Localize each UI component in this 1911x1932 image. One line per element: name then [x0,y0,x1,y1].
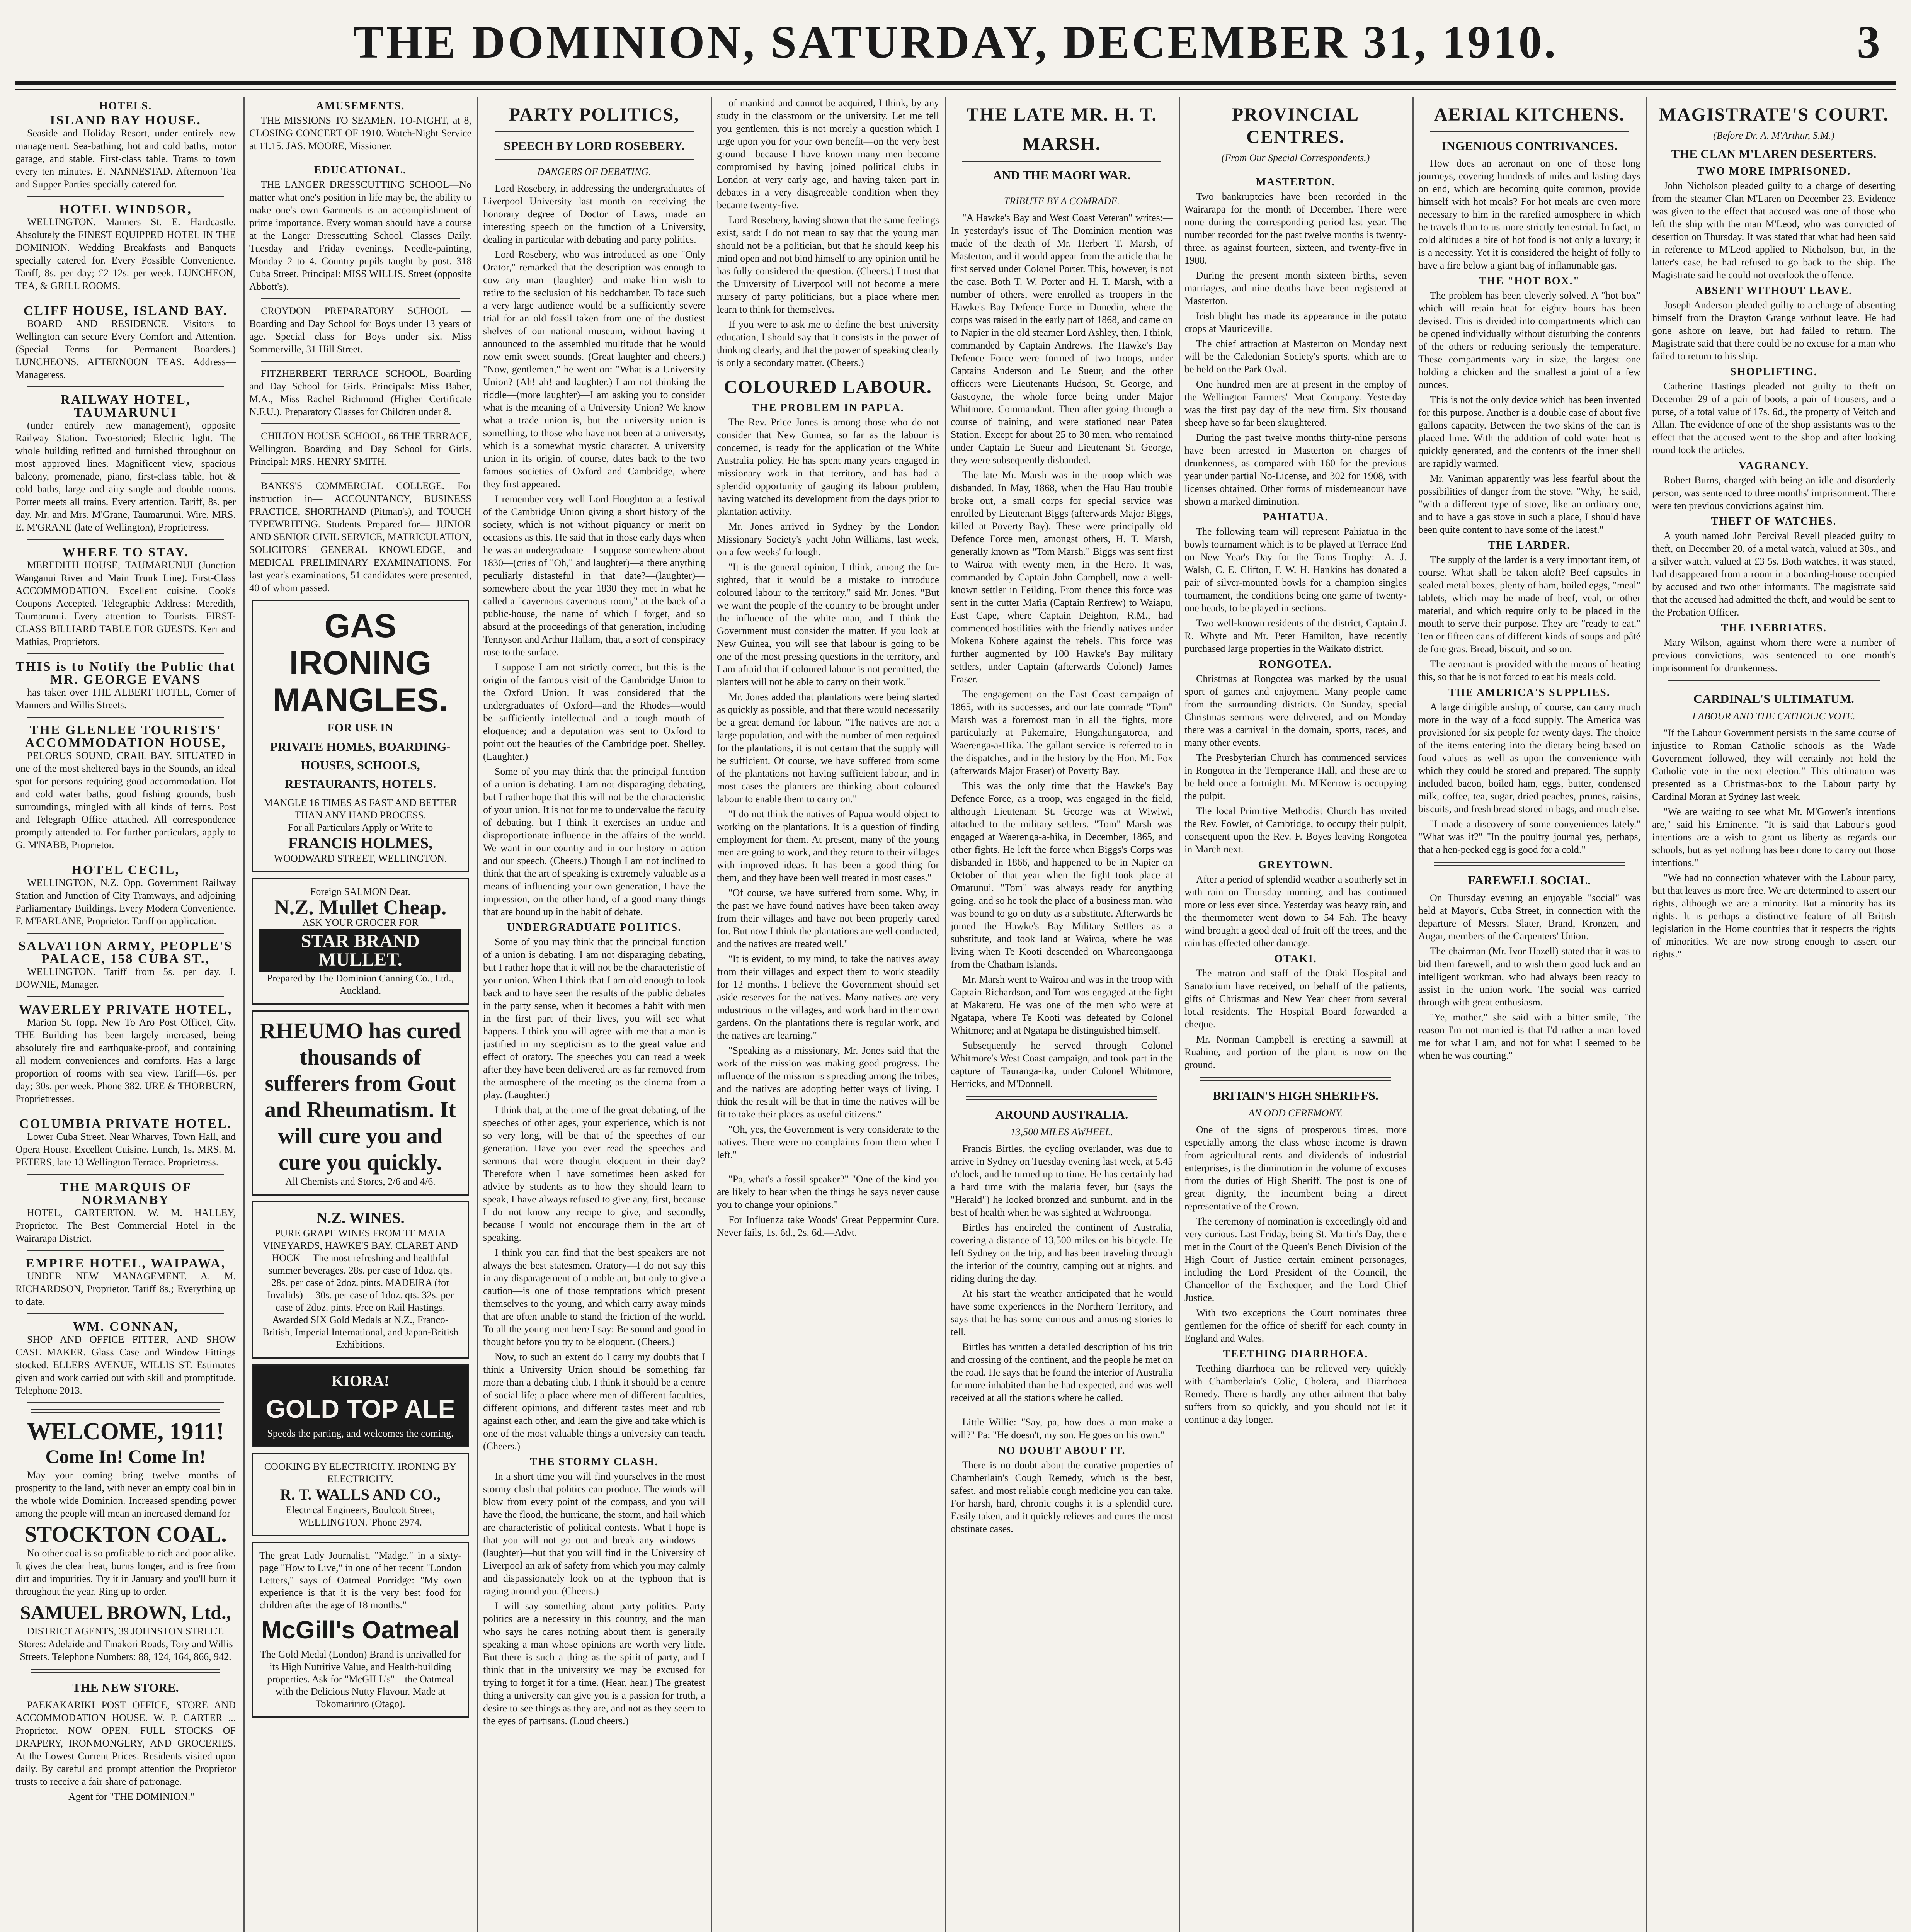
section-subheading: THE AMERICA'S SUPPLIES. [1448,687,1610,699]
column-divider [477,97,478,1932]
paragraph: One hundred men are at present in the employ of the Wellington Farmers' Meat Company. Yesterday was the first pay day of the new firm. Six thousand sheep have so far been slaughtered. [1184,379,1407,428]
gas-text: MANGLE 16 TIMES AS FAST AND BETTER THAN ANY HAND PROCESS. [264,797,457,821]
paragraph: "It is evident, to my mind, to take the natives away from their villages and expect them to work steadily for 12 months. I believe the Government should set aside reserves for the natives. Many natives are very industrious in the villages, and work hard in their own gardens. On the plantations there is regular work, and the natives are learning." [717,953,939,1041]
page-number: 3 [1857,16,1880,68]
gas-for: FOR USE IN [327,721,393,734]
hotel-name: WM. CONNAN, [73,1320,179,1334]
column-divider [1179,97,1180,1932]
paragraph: Lord Rosebery, having shown that the same feelings exist, said: I do not mean to say that the young man should not be a politician, but that he should keep his mind open and not bind himself to any opinion until he has fully considered the question. (Cheers.) I trust that the University of Liverpool will not become a mere nursery of party politicians, but a place where men learn to think for themselves. [717,214,939,315]
divider [495,159,694,160]
sheriffs-body [1184,1123,1407,1345]
section-subheading: THE PROBLEM IN PAPUA. [752,402,904,414]
divider [27,996,224,997]
paragraph: "A Hawke's Bay and West Coast Veteran" writes:—In yesterday's issue of The Dominion mention was made of the death of Mr. Herbert T. Marsh, of Masterton, and it would appear from the article that he first served under Colonel Porter. This, however, is not the case. Both T. W. Porter and H. T. Marsh, with a number of others, were enrolled as troopers in the Hawke's Bay Defence Force in Dunedin, where the corps was raised in the early part of 1868, and came on to Napier in the old steamer Lord Ashley, then, I think, commanded by Captain Andrews. The Hawke's Bay Defence Force were formed of two troops, under Captains Anderson and Le Sueur, and the other officers were Lieutenants Hudson, St. George, and Gascoyne, the whole force being under Major Whitmore. Commandant. Then after going through a course of training, and were stationed near Patea Station. Except for about 25 to 30 men, who remained under Captain Le Sueur and Lieutenant St. George, they were subsequently disbanded. [951,212,1173,466]
nodoubt-heading: NO DOUBT ABOUT IT. [998,1445,1126,1457]
paragraph: Robert Burns, charged with being an idle and disorderly person, was sentenced to three months' imprisonment. There were ten previous convictions against him. [1652,474,1896,511]
paragraph: I remember very well Lord Houghton at a festival of the Cambridge Union giving a short history of the society, which is not without piquancy or merit on occasions as this. He said that in those early days when he was an undergraduate—I suppose somewhere about 1830—(cries of "Oh," and laughter)—a there anything peculiarly distasteful in that date?—(laughter)—somewhere about the year 1830 they met in what he called a "cavernous cavernous room," at the back of a public-house, the name of which I forget, and so absurd at the proceedings of that generation, including Tennyson and Arthur Hallam, that, a sort of conspiracy rose to the surface. [483,493,705,658]
rongotea-heading: RONGOTEA. [1259,658,1332,670]
paragraph: The chief attraction at Masterton on Monday next will be the Caledonian Society's sports, which are to be held on the Park Oval. [1184,338,1407,375]
paragraph: Lord Rosebery, in addressing the undergraduates of Liverpool University last month on receiving the honorary degree of Doctor of Laws, made an interesting speech on the function of a University, dealing in particular with debating and party politics. [483,183,705,245]
hotel-listing [15,1117,236,1175]
greytown-heading: GREYTOWN. [1258,859,1333,871]
divider [27,1174,224,1175]
cardinal-body [1652,726,1896,961]
paragraph: Mr. Jones arrived in Sydney by the London Missionary Society's yacht John Williams, last week, on a few weeks' furlough. [717,521,939,558]
educational-heading: EDUCATIONAL. [314,164,407,176]
croydon-text: CROYDON PREPARATORY SCHOOL — Boarding and Day School for Boys under 13 years of age. Special class for Boys under six. Miss Sommerville, 31 Hill Street. [249,305,471,355]
paragraph: The matron and staff of the Otaki Hospital and Sanatorium have received, on behalf of the patients, gifts of Christmas and New Year cheer from several local residents. The Hospital Board forwarded a cheque. [1184,968,1407,1030]
electric-text: COOKING BY ELECTRICITY. IRONING BY ELECTRICITY. [264,1461,457,1485]
langer-text: THE LANGER DRESSCUTTING SCHOOL—No matter what one's position in life may be, the ability to make one's own Garments is an accomplishment of prime importance. Every woman should have a course at the Langer Dresscutting School. Classes Daily. Tuesday and Friday evenings. Needle-painting, Monday 2 to 4. Country pupils taught by post. 318 Cuba Street. Principal: MISS WILLIS. Street (opposite Abbott's). [249,179,471,292]
new-store-heading: THE NEW STORE. [72,1680,179,1694]
fitzherbert-text: FITZHERBERT TERRACE SCHOOL, Boarding and Day School for Girls. Principals: Miss Baber, M.A., Miss Rachel Richmond (Higher Certificate N.F.U.). Preparatory Classes for Children under 8. [249,368,471,417]
cardinal-sub: LABOUR AND THE CATHOLIC VOTE. [1692,711,1855,722]
agent-text: Agent for "THE DOMINION." [68,1791,194,1802]
paragraph: "Speaking as a missionary, Mr. Jones said that the work of the mission was making good progress. The influence of the mission is spreading among the tribes, and the natives are adopting better ways of living. I think the result will be that in time the natives will be fit to take their places as useful citizens." [717,1045,939,1120]
paragraph: Two well-known residents of the district, Captain J. R. Whyte and Mr. Peter Hamilton, have recently purchased large properties in the Waikato district. [1184,617,1407,654]
column-aerial-kitchens [1418,97,1640,1932]
kiora-ad [252,1364,469,1447]
amusements-heading: AMUSEMENTS. [316,100,405,112]
article-subheading: INGENIOUS CONTRIVANCES. [1441,139,1617,153]
hotel-text: SHOP AND OFFICE FITTER, AND SHOW CASE MAKER. Glass Case and Window Fittings stocked. ELLERS AVENUE, WILLIS ST. Estimates given and work carried out with skill and promptitude. Telephone 2013. [15,1334,236,1396]
mcgill-text: The great Lady Journalist, "Madge," in a sixty-page "How to Live," in one of her recent "London Letters," says of Oatmeal Porridge: "My own experience is that it is the very best food for children after the age of 18 months." [259,1550,461,1611]
paragraph: Subsequently he served through Colonel Whitmore's West Coast campaign, and took part in the capture of Tauranga-ika, under Colonel Whitmore, Herricks, and M'Donnell. [951,1040,1173,1089]
nz-wines-title: N.Z. WINES. [316,1209,405,1226]
farewell-heading: FAREWELL SOCIAL. [1468,873,1591,887]
hotel-text: HOTEL, CARTERTON. W. M. HALLEY, Proprietor. The Best Commercial Hotel in the Wairarapa District. [15,1207,236,1244]
mullet-cheap: N.Z. Mullet Cheap. [274,896,447,919]
divider [261,361,460,362]
kiora-title: KIORA! [332,1372,389,1389]
paragraph: I think you can find that the best speakers are not always the best statesmen. Oratory—I do not say this in any disparagement of a noble art, but only to give a caution—is one of those temptations which present themselves to the young, and which carry away minds that are often unable to stand the friction of the world. To all the young men here I say: Be sound and good in thought before you try to be eloquent. (Cheers.) [483,1247,705,1347]
hotel-name: THE MARQUIS OF NORMANBY [59,1180,192,1207]
nodoubt-text: There is no doubt about the curative properties of Chamberlain's Cough Remedy, which is the best, safest, and most reliable cough medicine you can take. For harsh, hard, chronic coughs it is a splendid cure. Easily taken, and it quickly relieves and cures the most obstinate cases. [951,1459,1173,1534]
hotel-listing [15,864,236,934]
hotel-name: CLIFF HOUSE, ISLAND BAY. [23,304,228,318]
article-subheading: AND THE MAORI WAR. [993,168,1131,182]
mcgill-ad [252,1542,469,1718]
hotel-text: BOARD AND RESIDENCE. Visitors to Wellington can secure Every Comfort and Attention. (Special Terms for Permanent Boarders.) LUNCHEONS. AFTERNOON TEAS. Address—Manageress. [15,318,236,380]
masterton-body [1184,190,1407,508]
columns [15,97,1896,1932]
article-body [1418,157,1640,856]
hotel-name: SALVATION ARMY, PEOPLE'S PALACE, 158 CUBA ST., [18,939,233,966]
article-heading-2: MARSH. [1023,134,1101,154]
fossil-joke: "Pa, what's a fossil speaker?" "One of the kind you are likely to hear when the things he says never cause you to change your opinions." [717,1173,939,1210]
hotel-text: (under entirely new management), opposite Railway Station. Two-storied; Electric light. The whole building refitted and furnished throughout on most approved lines. Magnificent view, spacious balcony, promenade, piano, first-class table, hot & cold baths, large and airy single and double rooms. Porter meets all trains. Every attention. Tariff, 8s. per day. Mr. and Mrs. M'Grane, Taumarunui. Wire, MRS. E. M'GRANE (late of Wellington), Proprietress. [15,420,236,533]
hotel-name: THE GLENLEE TOURISTS' ACCOMMODATION HOUSE, [25,723,226,750]
teething-heading: TEETHING DIARRHOEA. [1223,1348,1368,1360]
section-subheading: THE INEBRIATES. [1721,622,1827,634]
rt-text: Electrical Engineers, Boulcott Street, WELLINGTON. 'Phone 2974. [286,1504,435,1528]
article-kicker: TRIBUTE BY A COMRADE. [1004,196,1120,207]
paragraph: "Oh, yes, the Government is very considerate to the natives. There were no complaints from them when I left." [717,1124,939,1160]
section-subheading: THE "HOT BOX." [1479,275,1580,287]
otaki-body [1184,967,1407,1071]
divider [1434,862,1625,866]
divider [27,653,224,654]
farewell-body [1418,891,1640,1062]
column-divider [243,97,245,1932]
mcgill-title: McGill's Oatmeal [261,1616,460,1644]
hotel-listing [15,1257,236,1314]
mangles-title: MANGLES. [272,682,448,719]
paragraph: How does an aeronaut on one of those long journeys, covering hundreds of miles and lasting days on end, which are becoming quite common, provide himself with hot meals? For hot meals are even more necessary to him in the rarefied atmosphere in which he travels than to us more strictly terrestrial. In fact, in cold altitudes a bite of hot food is not only a luxury; it is a necessity. Yet it is considered the height of folly to have a fire below a giant bag of inflammable gas. [1418,158,1640,271]
hotel-text: PELORUS SOUND, CRAIL BAY. SITUATED in one of the most sheltered bays in the Sounds, an ideal spot for persons requiring good accommodation. Hot and cold water baths, good fishing grounds, bush surroundings, mingled with all kinds of ferns. Post and Telegraph Office attached. All correspondence promptly attended to. For further particulars, apply to G. M'NABB, Proprietor. [15,750,236,850]
paragraph: During the past twelve months thirty-nine persons have been arrested in Masterton on charges of drunkenness, as compared with 160 for the previous year under partial No-License, and 302 for 1908, with licenses obtained. Other forms of misdemeanour have shown a marked diminution. [1184,432,1407,507]
hotels-heading: HOTELS. [99,100,152,112]
pahiatua-body [1184,525,1407,655]
paragraph: I think that, at the time of the great debating, of the speeches of other ages, your experience, which is not so very long, will be that of the speeches of our generation. Have you ever read the speeches and sermons that were thought eloquent in their day? Therefore when I have sometimes been asked for advice by students as to how they should learn to speak, I have always refused to give any, first, because I do not know any recipe to give, and secondly, because I would not encourage them in the art of speaking. [483,1104,705,1243]
welcome-text: May your coming bring twelve months of prosperity to the land, with never an empty coal bin in the whole wide Dominion. Increased spending power among the people will mean an increased demand for [15,1469,236,1519]
hotel-name: HOTEL WINDSOR, [59,202,192,216]
paragraph: A youth named John Percival Revell pleaded guilty to theft, on December 20, of a metal watch, valued at 30s., and a silver watch, valued at £3 5s. Both watches, it was stated, had disappeared from a room in a boarding-house occupied by accused and two other informants. The magistrate said that the accused had admitted the theft, and would be sent to the Probation Officer. [1652,530,1896,618]
paragraph: I will say something about party politics. Party politics are a necessity in this country, and the man who says he cares nothing about them is generally speaking a man whose opinions are worth very little. But there is such a thing as the spirit of party, and I think that in the university we may be excused for trying to forget it for a time. (Hear, hear.) The greatest thing a university can give you is a passion for truth, a desire to see things as they are, and not as they seem to the eyes of partisans. (Loud cheers.) [483,1600,705,1726]
paragraph: John Nicholson pleaded guilty to a charge of deserting from the steamer Clan M'Laren on December 23. Evidence was given to the effect that accused was one of those who left the ship with the man M'Leod, who was convicted of desertion on Thursday. It was stated that what had been said in reference to M'Leod applied to Nicholson, but, in the latter's case, he had refused to go back to the ship. The Magistrate said he could not overlook the offence. [1652,180,1896,281]
article-heading: AERIAL KITCHENS. [1434,104,1625,125]
paragraph: Mary Wilson, against whom there were a number of previous convictions, was sentenced to one month's imprisonment for drunkenness. [1652,637,1896,673]
divider [27,1250,224,1251]
australia-sub: 13,500 MILES AWHEEL. [1010,1126,1113,1138]
paragraph: The Rev. Price Jones is among those who do not consider that New Guinea, so far as the labour is concerned, is ready for the application of the White Australia policy. He has spent many years engaged in missionary work in that territory, and has had a splendid opportunity of gauging its labour problem, having watched its development from the days prior to plantation activity. [717,417,939,517]
ironing-title: IRONING [289,645,432,682]
hotel-name: COLUMBIA PRIVATE HOTEL. [19,1117,232,1131]
hotel-listing [15,546,236,654]
paragraph: One of the signs of prosperous times, more especially among the class whose income is drawn from agricultural rents and dividends of industrial enterprises, is the diminution in the volume of excuses from the duties of High Sheriff. The post is one of great dignity, the incumbent being a direct representative of the Crown. [1184,1124,1407,1212]
newspaper-title: THE DOMINION, SATURDAY, DECEMBER 31, 1910. [353,16,1558,68]
hotel-listing [15,114,236,197]
paragraph: of mankind and cannot be acquired, I think, by any study in the classroom or the university. Let me tell you gentlemen, this is not merely a question which I urge upon you for your own benefit—on the very best ground—because I have known many men become compromised by having joined political clubs in London at very early age, and having taken part in debates in a very disagreeable condition when they became twenty-five. [717,97,939,211]
masterton-heading: MASTERTON. [1256,176,1336,188]
hotel-list [15,114,236,1403]
paragraph: The problem has been cleverly solved. A "hot box" which will retain heat for eighty hours has been devised. This is divided into compartments which can be opened individually without disturbing the contents of the others or reducing seriously the temperature. These compartments vary in size, the largest one holding a chicken and the smallest a joint of a few ounces. [1418,290,1640,390]
paragraph: This was the only time that the Hawke's Bay Defence Force, as a troop, was engaged in the field, although Lieutenant St. George was at Wiwiwi, attached to the military settlers. "Tom" Marsh was engaged at Waerenga-a-hika, in December, 1865, and other fights. He left the force when Biggs's Corps was disbanded in 1866, and happened to be in Napier on October of that year when the fight took place at Omarunui. "Tom" was always ready for anything going, and so he took the place of a business man, who was bound to go on duty as a substitute. Afterwards he joined the Hawke's Bay Military Settlers as a substitute, and took land at Wairoa, where he was living when Te Kooti descended on Whareongaonga from the Chatham Islands. [951,780,1173,970]
nz-wines-ad [252,1201,469,1359]
article-body [1652,165,1896,674]
rongotea-body [1184,672,1407,855]
paragraph: At his start the weather anticipated that he would have some experiences in the Northern Territory, and says that he has some curious and amusing stories to tell. [951,1288,1173,1337]
divider [31,1669,220,1673]
section-subheading: THE LARDER. [1488,539,1571,551]
section-subheading: THEFT OF WATCHES. [1711,515,1837,527]
article-kicker: (Before Dr. A. M'Arthur, S.M.) [1713,130,1834,141]
hotel-listing [15,1003,236,1111]
paragraph: The chairman (Mr. Ivor Hazell) stated that it was to bid them farewell, and to wish them good luck and an intelligent workman, who had always been ready to assist in the union work. The social was carried through with great enthusiasm. [1418,946,1640,1008]
section-subheading: VAGRANCY. [1738,460,1809,472]
gas-list: PRIVATE HOMES, BOARDING-HOUSES, SCHOOLS, RESTAURANTS, HOTELS. [270,740,451,791]
greytown-body [1184,873,1407,949]
paragraph: "I made a discovery of some conveniences lately." "What was it?" "In the poultry journal yes, perhaps, that a hen-pecked egg is good for a cold." [1418,818,1640,855]
column-divider [945,97,946,1932]
section-subheading: COLOURED LABOUR. [724,377,932,397]
divider [27,1402,224,1403]
star-mullet: STAR BRAND MULLET. [259,929,461,972]
divider [962,161,1161,162]
chilton-text: CHILTON HOUSE SCHOOL, 66 THE TERRACE, Wellington. Boarding and Day School for Girls. Principal: MRS. HENRY SMITH. [249,430,471,467]
cardinal-heading: CARDINAL'S ULTIMATUM. [1693,692,1855,706]
paragraph: "We had no connection whatever with the Labour party, but that leaves us more free. We are determined to assert our rights, although we are a minority. But a minority has its rights. It is perhaps a distinctive feature of all British legislation in the Home countries that it respects the rights of minorities. We are now strong enough to assert our rights." [1652,872,1896,960]
section-subheading: THE STORMY CLASH. [530,1456,659,1468]
article-heading: PARTY POLITICS, [509,104,680,125]
hotel-listing [15,1181,236,1251]
hotel-text: has taken over THE ALBERT HOTEL, Corner of Manners and Willis Streets. [15,687,236,711]
sheriffs-heading: BRITAIN'S HIGH SHERIFFS. [1213,1088,1378,1102]
gas-title: GAS [324,607,396,645]
paragraph: On Thursday evening an enjoyable "social" was held at Mayor's, Cuba Street, in connection with the departure of Messrs. Slater, Brand, Kronzen, and Augar, members of the Carpenters' Union. [1418,892,1640,942]
paragraph: A large dirigible airship, of course, can carry much more in the way of a food supply. The America was provisioned for six people for twenty days. The choice of the items entering into the dietary being based on food values as well as upon the convenience with which they could be stored and prepared. The supply included bacon, boiled ham, eggs, butter, condensed milk, coffee, tea, sugar, dried peaches, prunes, raisins, biscuits, and fresh bread stored in bags, and much else. [1418,701,1640,815]
missions-text: THE MISSIONS TO SEAMEN. TO-NIGHT, at 8, CLOSING CONCERT OF 1910. Watch-Night Service at 11.15. JAS. MOORE, Missioner. [249,115,471,151]
paragraph: This is not the only device which has been invented for this purpose. Another is a double case of about five gallons capacity. Between the two skins of the can is placed lime. With the addition of cold water heat is quickly generated, and the contents of the inner shell are rapidly warmed. [1418,394,1640,469]
article-subheading: THE CLAN M'LAREN DESERTERS. [1671,147,1877,161]
article-kicker: (From Our Special Correspondents.) [1221,152,1370,163]
paragraph: Francis Birtles, the cycling overlander, was due to arrive in Sydney on Tuesday evening last week, at 5.45 o'clock, and he turned up to time. He has certainly had a hard time with the malaria fever, but (says the "Herald") he looked bronzed and sunburnt, and in the best of health when he was sighted at Wahroonga. [951,1143,1173,1218]
rheumo-sub: All Chemists and Stores, 2/6 and 4/6. [285,1176,436,1187]
article-heading: THE LATE MR. H. T. [966,104,1157,125]
divider [27,539,224,540]
divider [261,298,460,299]
hotel-listing [15,660,236,718]
divider [261,423,460,424]
hotel-text: MEREDITH HOUSE, TAUMARUNUI (Junction Wanganui River and Main Trunk Line). First-Class ACCOMMODATION. Excellent cuisine. Cook's Coupons Accepted. Telegraphic Address: Meredith, Taumarunui. Every attention to Tourists. FIRST-CLASS BILLIARD TABLE FOR GUESTS. Kerr and Mathias, Proprietors. [15,560,236,647]
article-heading: MAGISTRATE'S COURT. [1659,104,1889,125]
article-body [717,97,939,1161]
column-magistrate [1652,97,1896,1932]
welcome-sub: Come In! Come In! [45,1446,206,1467]
francis-holmes: FRANCIS HOLMES, [288,834,433,852]
hotel-name: HOTEL CECIL, [71,863,180,877]
paragraph: Irish blight has made its appearance in the potato crops at Mauriceville. [1184,310,1407,334]
hotel-listing [15,304,236,387]
paragraph: "We are waiting to see what Mr. M'Gowen's intentions are," said his Eminence. "It is said that Labour's good intentions are a wish to grant us liberty as regards our schools, but as yet nothing has been done to carry out those intentions." [1652,806,1896,868]
paragraph: "If the Labour Government persists in the same course of injustice to Roman Catholic schools as the Wade Government followed, they will certainly not hold the Catholic vote in the next election." This ultimatum was presented as a Christmas-box to the Labour party by Cardinal Moran at Sydney last week. [1652,727,1896,802]
divider [27,933,224,934]
hotel-listing [15,1320,236,1403]
column-hotels [15,97,236,1932]
column-marsh [951,97,1173,1932]
divider [1668,680,1880,684]
paragraph: Some of you may think that the principal function of a union is debating. I am not disparaging debating, but I rather hope that it will not be the characteristic of your union. When I think that I am old enough to look back and to have seen the results of the public debates in the party sense, when it becomes a habit with men in the first part of their lives, you will see what happens. I think you will agree with me that a man is justified in my scepticism as to the great value and effect of oratory. The speeches you can read a week after they have been delivered are as far removed from the atmosphere of the meeting as the cinema from a play. (Laughter.) [483,936,705,1100]
column-party-politics [483,97,705,1932]
hotel-text: Seaside and Holiday Resort, under entirely new management. Sea-bathing, hot and cold baths, motor garage, and stable. First-class table. Trams to town every ten minutes. E. NANNESTAD. Afternoon Tea and Supper Parties specially catered for. [15,128,236,190]
section-subheading: SHOPLIFTING. [1730,366,1817,378]
column-ads [249,97,471,1932]
paragraph: After a period of splendid weather a southerly set in with rain on Thursday morning, and has continued more or less ever since. Yesterday was heavy rain, and the thermometer went down to 54 Fah. The heavy wind brought a good deal of fruit off the trees, and the rain has effected other damage. [1184,874,1407,949]
paragraph: "Of course, we have suffered from some. Why, in the past we have found natives have been taken away from their villages and have not been properly cared for. But now I think the plantations are well conducted, and the natives are treated well." [717,887,939,949]
divider [1430,131,1629,132]
banks-text: BANKS'S COMMERCIAL COLLEGE. For instruction in— ACCOUNTANCY, BUSINESS PRACTICE, SHORTHAND (Pitman's), and TOUCH TYPEWRITING. Students Prepared for— JUNIOR AND SENIOR CIVIL SERVICE, MATRICULATION, SOLICITORS' GENERAL KNOWLEDGE, and MEDICAL PRELIMINARY EXAMINATIONS. For last year's examinations, 51 candidates were presented, 40 of whom passed. [249,480,471,594]
paragraph: Birtles has encircled the continent of Australia, covering a distance of 13,500 miles on his bicycle. He left Sydney on the trip, and has been traveling through the interior of the country, camping out at nights, and riding during the day. [951,1222,1173,1284]
welcome-title: WELCOME, 1911! [27,1418,224,1445]
paragraph: Some of you may think that the principal function of a union is debating. I am not disparaging debating, but I rather hope that this will not be the characteristic of your union. It is not for me to undervalue the faculty of debating, but I think it exercises an undue and disproportionate influence in the affairs of the world. We want in our country and in our history in action and our speech. (Cheers.) Though I am not inclined to think that the art of speaking is extremely valuable as a means of influencing your own generation, I have the impression, on the other hand, of a good many things that are bound up in the habit of debate. [483,766,705,917]
section-subheading: UNDERGRADUATE POLITICS. [507,922,682,934]
paragraph: The engagement on the East Coast campaign of 1865, with its successes, and our late comrade "Tom" Marsh was a foremost man in all the fights, more particularly at Pukemaire, Hungahungatoroa, and Waerenga-a-Hika. The gallant service is referred to in the dispatches, and in the history by the Hon. Mr. Fox (afterwards Major Fraser) of Poverty Bay. [951,689,1173,776]
paragraph: The supply of the larder is a very important item, of course. What shall be taken aloft? Beef capsules in sealed metal boxes, plenty of ham, boiled eggs, "meal" tablets, which may be made of beef, veal, or other material, and which require only to be placed in the mouth to serve their purpose. They are "ready to eat." Ten or fifteen cans of different kinds of soups and pâté de foie gras. Bread, biscuit, and so on. [1418,554,1640,655]
kiora-text: Speeds the parting, and welcomes the coming. [267,1428,454,1439]
hotel-text: WELLINGTON, N.Z. Opp. Government Railway Station and Junction of City Tramways, and adjoining Parliamentary Buildings. Every Modern Convenience. F. M'FARLANE, Proprietor. Tariff on application. [15,877,236,927]
paragraph: With two exceptions the Court nominates three gentlemen for the office of sheriff for each county in England and Wales. [1184,1307,1407,1344]
willie-joke: Little Willie: "Say, pa, how does a man make a will?" Pa: "He doesn't, my son. He goes on his own." [951,1417,1173,1440]
hotel-text: WELLINGTON. Tariff from 5s. per day. J. DOWNIE, Manager. [15,966,236,990]
mcgill-sub: The Gold Medal (London) Brand is unrivalled for its High Nutritive Value, and Health-building properties. Ask for "McGILL's"—the Oatmeal with the Delicious Nutty Flavour. Made at Tokomaririro (Otago). [260,1649,461,1709]
sheriffs-sub: AN ODD CEREMONY. [1248,1107,1343,1119]
stockton-text: No other coal is so profitable to rich and poor alike. It gives the clear heat, burns longer, and is free from dirt and impurities. Try it in January and you'll burn it throughout the year. Ring up to order. [15,1548,236,1597]
article-heading: PROVINCIAL CENTRES. [1232,104,1360,147]
column-provincial [1184,97,1407,1932]
paragraph: In a short time you will find yourselves in the most stormy clash that politics can produce. The winds will blow from every point of the compass, and you will have the flood, the hurricane, the storm, and hail which are characteristic of political contests. What I hope is that you will not go out and break any windows—(laughter)—but that you will find in the University of Liverpool an ark of safety from which you may calmly and dispassionately look on at the typhoon that is raging around you. (Cheers.) [483,1471,705,1597]
rt-walls: R. T. WALLS AND CO., [280,1486,441,1503]
hotel-text: Marion St. (opp. New To Aro Post Office), City. THE Building has been largely increased, being absolutely fire and earthquake-proof, and containing all modern conveniences and comforts. Has a large proportion of rooms with sea view. Tariff—6s. per day; 30s. per week. Phone 382. URE & THORBURN, Proprietresses. [15,1017,236,1104]
hotel-name: ISLAND BAY HOUSE. [50,113,201,128]
hotel-name: THIS is to Notify the Public that MR. GEORGE EVANS [15,660,236,687]
paragraph: During the present month sixteen births, seven marriages, and nine deaths have been registered at Masterton. [1184,270,1407,306]
canning-co: Prepared by The Dominion Canning Co., Ltd., Auckland. [267,973,454,996]
column-divider [1646,97,1647,1932]
hotel-listing [15,203,236,298]
pahiatua-heading: PAHIATUA. [1263,511,1329,523]
paragraph: The late Mr. Marsh was in the troop which was disbanded. In May, 1868, when the Hau Hau trouble broke out, a small corps for special service was enrolled by Lieutenant Biggs (afterwards Major Biggs, killed at Poverty Bay). These were principally old Defence Force men, amongst others, H. T. Marsh, generally known as "Tom Marsh." Biggs was sent first to Wairoa with twenty men, in the Hero. It was, commanded by Captain John Campbell, now a well-known settler in Feilding. From thence this force was sent in the cutter Mafia (Captain Renfrew) to Waiapu, East Cape, where Captain Deighton, R.M., had commenced hostilities with the friendly natives under Mokena Kohere against the rebels. This force was further augmented by 100 Hawke's Bay military settlers, under Captain (afterwards Colonel) James Fraser. [951,469,1173,685]
australia-heading: AROUND AUSTRALIA. [995,1107,1128,1121]
ask-grocer: ASK YOUR GROCER FOR [302,917,419,928]
salmon-line: Foreign SALMON Dear. [310,886,411,897]
hotel-listing [15,724,236,857]
column-divider [1412,97,1414,1932]
hotel-listing [15,940,236,997]
stockton-coal: STOCKTON COAL. [24,1522,227,1547]
nz-wines-text: PURE GRAPE WINES FROM TE MATA VINEYARDS, HAWKE'S BAY. CLARET AND HOCK— The most refreshing and healthful summer beverages. 28s. per case of 1doz. qts. 28s. per case of 2doz. pints. MADEIRA (for Invalids)— 30s. per case of 1doz. qts. 32s. per case of 2doz. pints. Free on Rail Hastings. Awarded SIX Gold Medals at N.Z., Franco-British, Imperial International, and Japan-British Exhibitions. [262,1228,458,1350]
paragraph: "Ye, mother," she said with a bitter smile, "the reason I'm not married is that I'd rather a man loved me for what I am, and not for what I seemed to be when he was courting." [1418,1012,1640,1061]
rheumo-ad [252,1010,469,1196]
rheumo-text: RHEUMO has cured thousands of sufferers from Gout and Rheumatism. It will cure you and cure you quickly. [260,1018,461,1175]
paragraph: The aeronaut is provided with the means of heating this, so that he is not forced to eat his meals cold. [1418,658,1640,682]
hotel-name: EMPIRE HOTEL, WAIPAWA, [25,1256,226,1270]
divider [27,386,224,387]
hotel-text: Lower Cuba Street. Near Wharves, Town Hall, and Opera House. Excellent Cuisine. Lunch, 1s. MRS. M. PETERS, late 13 Wellington Terrace. Proprietress. [15,1131,236,1168]
divider [27,196,224,197]
article-subheading: SPEECH BY LORD ROSEBERY. [504,139,685,153]
paragraph: Joseph Anderson pleaded guilty to a charge of absenting himself from the Drayton Grange without leave. He had gone ashore on leave, but had failed to return. The Magistrate said that there could be no excuse for a man who failed to return to his ship. [1652,299,1896,362]
paragraph: Mr. Norman Campbell is erecting a sawmill at Ruahine, and portion of the plant is now on the ground. [1184,1034,1407,1070]
paragraph: Christmas at Rongotea was marked by the usual sport of games and enjoyment. Many people came from the surrounding districts. On Sunday, special Christmas sermons were delivered, and on Monday there was a carnival in the domain, sports, races, and many other events. [1184,673,1407,748]
paragraph: The ceremony of nomination is exceedingly old and very curious. Last Friday, being St. Martin's Day, there met in the Court of the Queen's Bench Division of the High Court of Justice certain eminent personages, including the Lord President of the Council, the Chancellor of the Exchequer, and the Lord Chief Justice. [1184,1216,1407,1303]
divider [27,1313,224,1314]
gas-apply: For all Particulars Apply or Write to [288,822,433,833]
divider [966,1096,1157,1100]
samuel-text: DISTRICT AGENTS, 39 JOHNSTON STREET. Stores: Adelaide and Tinakori Roads, Tory and Willis Streets. Telephone Numbers: 88, 124, 164, 866, 942. [18,1626,233,1662]
paragraph: "I do not think the natives of Papua would object to working on the plantations. It is a question of finding employment for them. At present, many of the young men are going to work, and they return to their villages with improved ideas. It has been a good thing for them, and they have been well treated in most cases." [717,808,939,883]
australia-body [951,1142,1173,1404]
electricity-ad [252,1453,469,1536]
article-body [951,211,1173,1090]
article-kicker: DANGERS OF DEBATING. [537,166,651,177]
divider [1200,1077,1391,1081]
francis-address: WOODWARD STREET, WELLINGTON. [274,853,447,864]
masthead-rule-thin [15,89,1896,90]
hotel-name: WHERE TO STAY. [62,545,189,560]
paragraph: Lord Rosebery, who was introduced as one "Only Orator," remarked that the description was enough to cow any man—(laughter)—and make him wish to retire to the seclusion of his bedchamber. To face such a very large audience would be a sufficiently severe trial for an old fossil taken from one of the dustiest shelves of our national museum, without having it announced to the assembled multitude that he would now emit sweet sounds. (Great laughter and cheers.) "Now, gentlemen," he went on: "What is a University Union? (Ah! ah! and laughter.) I am not thinking the riddle—(more laughter)—I am asking you to consider what is the meaning of a University Union? We know what a trade union is, but the university union is something, to those who have not been at a university, which is a somewhat mystic character. A university union in its origin, of course, dates back to the two famous societies of Oxford and Cambridge, where they first appeared. [483,249,705,490]
paragraph: Mr. Vaniman apparently was less fearful about the possibilities of danger from the stove. "Why," he said, "with a different type of stove, like an ordinary one, and to have a gas stove in such a place, I should have been quite content to have some of the latest." [1418,473,1640,535]
paragraph: Birtles has written a detailed description of his trip and crossing of the continent, and the people he met on the road. He says that he found the interior of Australia far more inhabited than he had expected, and was well received at all the stations where he called. [951,1341,1173,1403]
masthead-rule [15,81,1896,85]
paragraph: Mr. Marsh went to Wairoa and was in the troop with Captain Richardson, and Tom was engaged at the fight at Makaretu. He was one of the men who were at Ngatapa, where Te Kooti was defeated by Colonel Whitmore; and at Ngatapa he distinguished himself. [951,974,1173,1036]
paragraph: Mr. Jones added that plantations were being started as quickly as possible, and that there would necessarily be a great demand for labour. "The natives are not a large population, and with the number of men required for the plantations, it is not certain that the supply will be sufficient. Of course, we have suffered from some of the plantations not having sufficient labour, and in most cases the planters are thinking about coloured labour to enable them to carry on." [717,691,939,804]
hotel-text: WELLINGTON. Manners St. E. Hardcastle. Absolutely the FINEST EQUIPPED HOTEL IN THE DOMINION. Wedding Breakfasts and Banquets specially catered for. Every Possible Convenience. Tariff, 8s. per day; £2 12s. per week. LUNCHEON, TEA, & GRILL ROOMS. [15,216,236,291]
paragraph: The local Primitive Methodist Church has invited the Rev. Fowler, of Cambridge, to occupy their pulpit, consequent upon the Rev. F. Boyes leaving Rongotea in March next. [1184,805,1407,855]
gold-top-ale: GOLD TOP ALE [265,1395,455,1423]
samuel-brown: SAMUEL BROWN, Ltd., [20,1602,231,1623]
paragraph: Two bankruptcies have been recorded in the Wairarapa for the month of December. There were none during the corresponding period last year. The number recorded for the past twelve months is twenty-three, as against fourteen, sixteen, and twenty-five in 1908. [1184,191,1407,266]
paragraph: Now, to such an extent do I carry my doubts that I think a University Union should be something far more than a debating club. I think it should be a centre of social life; a place where men of different faculties, different opinions, and different tastes meet and rub against each other, and learn the give and take which is one of the most valuable things a university can teach. (Cheers.) [483,1351,705,1452]
peppermint-ad: For Influenza take Woods' Great Peppermint Cure. Never fails, 1s. 6d., 2s. 6d.—Advt. [717,1214,939,1238]
divider [261,473,460,474]
hotel-listing [15,393,236,540]
divider [495,131,694,132]
teething-text: Teething diarrhoea can be relieved very quickly with Chamberlain's Colic, Cholera, and Diarrhoea Remedy. There is hardly any other ailment that baby suffers from so quickly, and you should not let it continue a day longer. [1184,1363,1407,1425]
column-divider [711,97,712,1932]
article-body [483,182,705,1727]
paragraph: The Presbyterian Church has commenced services in Rongotea in the Temperance Hall, and these are to be held once a fortnight. Mr. M'Kerrow is occupying the pulpit. [1184,752,1407,801]
mullet-ad [252,878,469,1005]
column-coloured-labour [717,97,939,1932]
divider [27,717,224,718]
otaki-heading: OTAKI. [1274,953,1317,965]
new-store-text: PAEKAKARIKI POST OFFICE, STORE AND ACCOMMODATION HOUSE. W. P. CARTER ... Proprietor. NOW OPEN. FULL STOCKS OF DRAPERY, IRONMONGERY, AND GROCERIES. At the Lowest Current Prices. Residents visited upon daily. By careful and prompt attention the Proprietor trusts to receive a fair share of patronage. [15,1699,236,1787]
paragraph: If you were to ask me to define the best university education, I should say that it consists in the power of thinking clearly, and that the power of speaking clearly is only a secondary matter. (Cheers.) [717,319,939,368]
paragraph: I suppose I am not strictly correct, but this is the origin of the famous visit of the Cambridge Union to the Oxford Union. It was considered that the undergraduates of Oxford—and the Rhodes—would be sufficiently intellectual and a tough mouth of eloquence; and a deputation was sent to Oxford to point out the beauties of the Cambridge poet, Shelley. (Laughter.) [483,662,705,762]
hotel-name: RAILWAY HOTEL, TAUMARUNUI [60,393,191,420]
gas-mangles-ad [252,600,469,872]
hotel-text: UNDER NEW MANAGEMENT. A. M. RICHARDSON, Proprietor. Tariff 8s.; Everything up to date. [15,1270,236,1307]
hotel-name: WAVERLEY PRIVATE HOTEL, [19,1002,233,1017]
paragraph: The following team will represent Pahiatua in the bowls tournament which is to be played at Terrace End on New Year's Day for the Toms Trophy:—A. J. Walsh, C. E. Clifton, F. W. H. Hankins has donated a pair of silver-mounted bowls for a champion singles tournament, the conditions being one game of twenty-one heads, to be played in sections. [1184,526,1407,614]
section-subheading: ABSENT WITHOUT LEAVE. [1695,285,1853,297]
section-subheading: TWO MORE IMPRISONED. [1697,165,1851,177]
paragraph: "It is the general opinion, I think, among the far-sighted, that it would be a mistake to introduce coloured labour to the territory," said Mr. Jones. "But we want the people of the country to be brought under the influence of the white man, and I think the Government must consider the matter. If you look at New Guinea, you will see that labour is going to be one of the most pressing questions in the territory, and I am afraid that if coloured labour is not permitted, the planters will not be able to carry on their work." [717,561,939,687]
divider [31,1409,220,1413]
paragraph: Catherine Hastings pleaded not guilty to theft on December 29 of a pair of boots, a pair of trousers, and a purse, of a total value of 17s. 6d., the property of Veitch and Allan. The evidence of one of the shop assistants was to the effect that the accused went to the shop and after looking round took the articles. [1652,381,1896,456]
